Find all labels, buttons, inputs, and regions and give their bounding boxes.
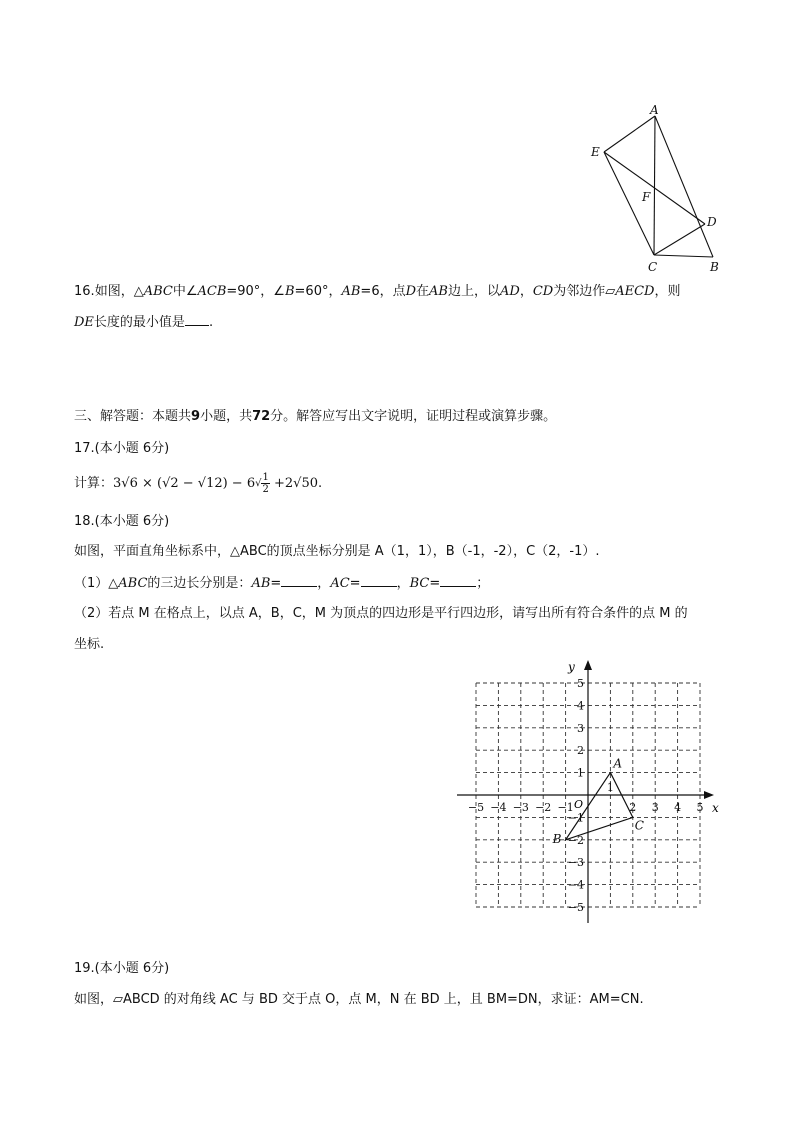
y-tick-label: −4 [567, 878, 584, 892]
q18-title: 18.(本小题 6分) [74, 514, 170, 529]
seg-ac [654, 116, 655, 255]
answer-blank[interactable] [185, 313, 209, 326]
q18-intro: 如图，平面直角坐标系中，△ABC的顶点坐标分别是 A（1，1），B（-1，-2），C（2，-1）. [74, 544, 600, 559]
q16-figure [580, 100, 730, 280]
y-tick-label: −3 [567, 856, 584, 870]
coordinate-grid [452, 658, 732, 928]
y-tick-label: 2 [577, 744, 584, 758]
point-label-b: B [552, 831, 562, 846]
x-tick-label: 1 [606, 781, 614, 794]
seg-cd [654, 224, 705, 255]
y-tick-label: 3 [577, 721, 584, 735]
seg-ae [604, 116, 655, 152]
label-b: B [710, 260, 719, 274]
x-axis-arrow [704, 791, 714, 799]
ac-blank[interactable] [361, 574, 397, 587]
x-tick-label: −1 [557, 801, 574, 814]
section3-header: 三、解答题：本题共9小题，共72分。解答应写出文字说明，证明过程或演算步骤。 [74, 409, 557, 424]
q18-part1: （1）△ABC的三边长分别是：AB= ，AC= ，BC= ； [74, 576, 490, 591]
x-tick-label: 3 [651, 801, 659, 814]
x-tick-label: −5 [467, 801, 485, 814]
x-tick-label: −4 [490, 801, 507, 814]
y-tick-label: −1 [567, 811, 584, 825]
y-tick-label: 4 [577, 699, 584, 713]
x-tick-label: 2 [629, 801, 637, 814]
x-tick-label: −2 [535, 801, 552, 814]
x-tick-label: 4 [674, 801, 682, 814]
q19-text: 如图，▱ABCD 的对角线 AC 与 BD 交于点 O，点 M，N 在 BD 上，且 BM=DN，求证：AM=CN. [74, 992, 644, 1007]
fraction: √ $\frac{1}{2}$ [255, 472, 269, 495]
y-tick-label: 5 [577, 677, 584, 690]
label-e: E [591, 145, 600, 159]
q17-expression: 计算：3√6 × (√2 − √12) − 6√ $\frac{1}{2}$ +2√50. [74, 472, 323, 495]
y-axis-arrow [584, 660, 592, 670]
q18-part2-line2: 坐标. [74, 637, 105, 652]
x-tick-label: 5 [696, 801, 704, 814]
label-f: F [642, 190, 651, 204]
point-label-a: A [613, 756, 623, 771]
x-axis-label: x [712, 801, 719, 815]
bc-blank[interactable] [440, 574, 476, 587]
y-axis-label: y [568, 660, 575, 674]
point-label-c: C [634, 818, 644, 833]
q19-title: 19.(本小题 6分) [74, 961, 170, 976]
ab-blank[interactable] [281, 574, 317, 587]
seg-cb [654, 255, 713, 257]
y-tick-label: −5 [567, 901, 584, 914]
label-a: A [650, 103, 659, 117]
origin-label: O [574, 798, 584, 811]
x-tick-label: −3 [512, 801, 529, 814]
y-tick-label: −2 [567, 833, 584, 847]
y-tick-label: 1 [577, 766, 584, 780]
seg-ab [655, 116, 713, 257]
label-d: D [707, 215, 717, 229]
q18-part2-line1: （2）若点 M 在格点上，以点 A，B，C，M 为顶点的四边形是平行四边形，请写出所有符合条件的点 M 的 [74, 606, 688, 621]
q16-line1: 16.如图，△ABC中∠ACB=90°，∠B=60°，AB=6，点D在AB边上，以AD，CD为邻边作▱AECD，则 [74, 284, 681, 299]
q17-title: 17.(本小题 6分) [74, 441, 170, 456]
q16-line2: DE长度的最小值是 . [74, 315, 214, 330]
label-c: C [648, 260, 658, 274]
